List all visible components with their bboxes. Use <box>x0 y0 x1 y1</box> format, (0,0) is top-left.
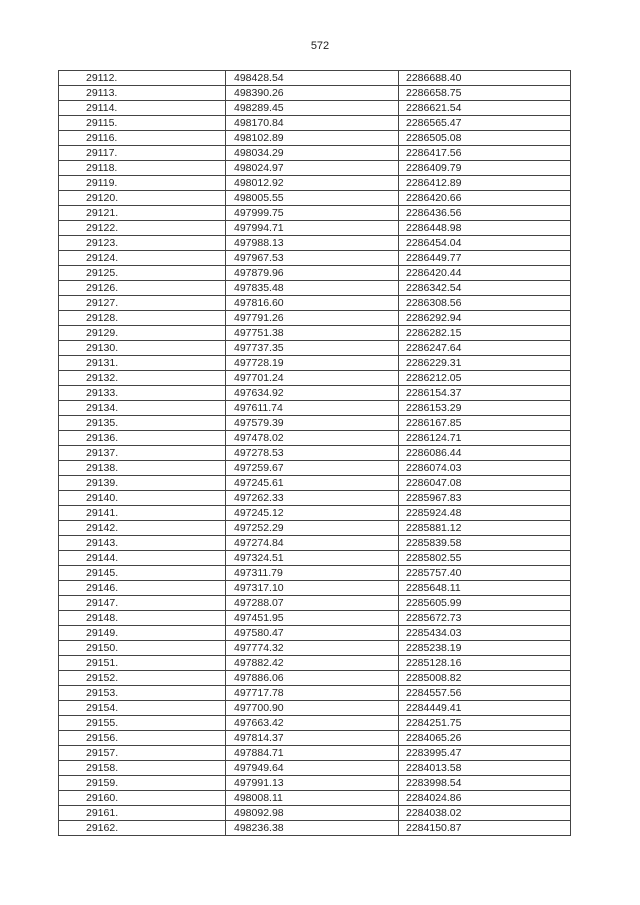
table-row <box>59 71 571 86</box>
x-coordinate-cell: 497884.71 <box>226 746 399 761</box>
table-row <box>59 761 571 776</box>
y-coordinate-cell: 2286229.31 <box>399 356 571 371</box>
y-coordinate-cell: 2286420.44 <box>399 266 571 281</box>
point-id-cell: 29126. <box>59 281 226 296</box>
x-coordinate-cell: 497245.12 <box>226 506 399 521</box>
table-row <box>59 176 571 191</box>
x-coordinate-cell: 497814.37 <box>226 731 399 746</box>
point-id-cell: 29133. <box>59 386 226 401</box>
y-coordinate-cell: 2286154.37 <box>399 386 571 401</box>
table-row <box>59 551 571 566</box>
table-row <box>59 251 571 266</box>
y-coordinate-cell: 2286409.79 <box>399 161 571 176</box>
point-id-cell: 29125. <box>59 266 226 281</box>
table-row <box>59 221 571 236</box>
x-coordinate-cell: 497579.39 <box>226 416 399 431</box>
y-coordinate-cell: 2285757.40 <box>399 566 571 581</box>
x-coordinate-cell: 497580.47 <box>226 626 399 641</box>
point-id-cell: 29148. <box>59 611 226 626</box>
y-coordinate-cell: 2285008.82 <box>399 671 571 686</box>
x-coordinate-cell: 497663.42 <box>226 716 399 731</box>
x-coordinate-cell: 497967.53 <box>226 251 399 266</box>
table-row <box>59 131 571 146</box>
y-coordinate-cell: 2286565.47 <box>399 116 571 131</box>
y-coordinate-cell: 2286074.03 <box>399 461 571 476</box>
point-id-cell: 29152. <box>59 671 226 686</box>
y-coordinate-cell: 2286449.77 <box>399 251 571 266</box>
table-row <box>59 146 571 161</box>
y-coordinate-cell: 2285434.03 <box>399 626 571 641</box>
point-id-cell: 29115. <box>59 116 226 131</box>
x-coordinate-cell: 498102.89 <box>226 131 399 146</box>
point-id-cell: 29149. <box>59 626 226 641</box>
y-coordinate-cell: 2286167.85 <box>399 416 571 431</box>
x-coordinate-cell: 498428.54 <box>226 71 399 86</box>
table-row <box>59 611 571 626</box>
point-id-cell: 29141. <box>59 506 226 521</box>
point-id-cell: 29124. <box>59 251 226 266</box>
x-coordinate-cell: 497278.53 <box>226 446 399 461</box>
point-id-cell: 29128. <box>59 311 226 326</box>
x-coordinate-cell: 498024.97 <box>226 161 399 176</box>
point-id-cell: 29136. <box>59 431 226 446</box>
y-coordinate-cell: 2284013.58 <box>399 761 571 776</box>
table-row <box>59 821 571 836</box>
y-coordinate-cell: 2284038.02 <box>399 806 571 821</box>
x-coordinate-cell: 498092.98 <box>226 806 399 821</box>
x-coordinate-cell: 498236.38 <box>226 821 399 836</box>
table-row <box>59 536 571 551</box>
table-row <box>59 521 571 536</box>
y-coordinate-cell: 2285802.55 <box>399 551 571 566</box>
y-coordinate-cell: 2285924.48 <box>399 506 571 521</box>
x-coordinate-cell: 498289.45 <box>226 101 399 116</box>
point-id-cell: 29137. <box>59 446 226 461</box>
table-row <box>59 191 571 206</box>
point-id-cell: 29129. <box>59 326 226 341</box>
point-id-cell: 29114. <box>59 101 226 116</box>
y-coordinate-cell: 2285605.99 <box>399 596 571 611</box>
y-coordinate-cell: 2286124.71 <box>399 431 571 446</box>
x-coordinate-cell: 497252.29 <box>226 521 399 536</box>
table-row <box>59 806 571 821</box>
point-id-cell: 29116. <box>59 131 226 146</box>
y-coordinate-cell: 2286448.98 <box>399 221 571 236</box>
point-id-cell: 29157. <box>59 746 226 761</box>
table-row <box>59 116 571 131</box>
point-id-cell: 29127. <box>59 296 226 311</box>
point-id-cell: 29147. <box>59 596 226 611</box>
point-id-cell: 29138. <box>59 461 226 476</box>
point-id-cell: 29139. <box>59 476 226 491</box>
table-row <box>59 626 571 641</box>
y-coordinate-cell: 2285238.19 <box>399 641 571 656</box>
table-row <box>59 431 571 446</box>
table-row <box>59 476 571 491</box>
x-coordinate-cell: 497324.51 <box>226 551 399 566</box>
point-id-cell: 29150. <box>59 641 226 656</box>
y-coordinate-cell: 2286292.94 <box>399 311 571 326</box>
table-row <box>59 281 571 296</box>
y-coordinate-cell: 2286047.08 <box>399 476 571 491</box>
table-row <box>59 701 571 716</box>
table-row <box>59 446 571 461</box>
table-row <box>59 581 571 596</box>
x-coordinate-cell: 497835.48 <box>226 281 399 296</box>
point-id-cell: 29120. <box>59 191 226 206</box>
point-id-cell: 29112. <box>59 71 226 86</box>
y-coordinate-cell: 2286308.56 <box>399 296 571 311</box>
y-coordinate-cell: 2286688.40 <box>399 71 571 86</box>
point-id-cell: 29117. <box>59 146 226 161</box>
point-id-cell: 29119. <box>59 176 226 191</box>
y-coordinate-cell: 2286420.66 <box>399 191 571 206</box>
x-coordinate-cell: 498005.55 <box>226 191 399 206</box>
point-id-cell: 29158. <box>59 761 226 776</box>
point-id-cell: 29154. <box>59 701 226 716</box>
y-coordinate-cell: 2284251.75 <box>399 716 571 731</box>
table-row <box>59 596 571 611</box>
y-coordinate-cell: 2286621.54 <box>399 101 571 116</box>
x-coordinate-cell: 497245.61 <box>226 476 399 491</box>
table-row <box>59 311 571 326</box>
x-coordinate-cell: 497751.38 <box>226 326 399 341</box>
x-coordinate-cell: 498170.84 <box>226 116 399 131</box>
table-row <box>59 356 571 371</box>
table-row <box>59 491 571 506</box>
point-id-cell: 29121. <box>59 206 226 221</box>
point-id-cell: 29145. <box>59 566 226 581</box>
y-coordinate-cell: 2286153.29 <box>399 401 571 416</box>
table-row <box>59 206 571 221</box>
table-row <box>59 566 571 581</box>
coordinates-table-body <box>59 71 571 836</box>
table-row <box>59 461 571 476</box>
y-coordinate-cell: 2285128.16 <box>399 656 571 671</box>
x-coordinate-cell: 498008.11 <box>226 791 399 806</box>
y-coordinate-cell: 2285881.12 <box>399 521 571 536</box>
x-coordinate-cell: 497451.95 <box>226 611 399 626</box>
y-coordinate-cell: 2284065.26 <box>399 731 571 746</box>
point-id-cell: 29162. <box>59 821 226 836</box>
x-coordinate-cell: 497262.33 <box>226 491 399 506</box>
y-coordinate-cell: 2286505.08 <box>399 131 571 146</box>
table-row <box>59 506 571 521</box>
point-id-cell: 29130. <box>59 341 226 356</box>
x-coordinate-cell: 497274.84 <box>226 536 399 551</box>
point-id-cell: 29160. <box>59 791 226 806</box>
x-coordinate-cell: 497791.26 <box>226 311 399 326</box>
y-coordinate-cell: 2284449.41 <box>399 701 571 716</box>
point-id-cell: 29155. <box>59 716 226 731</box>
y-coordinate-cell: 2286658.75 <box>399 86 571 101</box>
x-coordinate-cell: 497728.19 <box>226 356 399 371</box>
point-id-cell: 29161. <box>59 806 226 821</box>
x-coordinate-cell: 497317.10 <box>226 581 399 596</box>
table-row <box>59 671 571 686</box>
x-coordinate-cell: 498390.26 <box>226 86 399 101</box>
point-id-cell: 29134. <box>59 401 226 416</box>
x-coordinate-cell: 497288.07 <box>226 596 399 611</box>
x-coordinate-cell: 497949.64 <box>226 761 399 776</box>
table-row <box>59 296 571 311</box>
x-coordinate-cell: 497994.71 <box>226 221 399 236</box>
y-coordinate-cell: 2285967.83 <box>399 491 571 506</box>
table-row <box>59 686 571 701</box>
point-id-cell: 29135. <box>59 416 226 431</box>
x-coordinate-cell: 497717.78 <box>226 686 399 701</box>
table-row <box>59 266 571 281</box>
table-row <box>59 371 571 386</box>
table-row <box>59 236 571 251</box>
point-id-cell: 29153. <box>59 686 226 701</box>
point-id-cell: 29113. <box>59 86 226 101</box>
x-coordinate-cell: 497478.02 <box>226 431 399 446</box>
x-coordinate-cell: 498012.92 <box>226 176 399 191</box>
table-row <box>59 641 571 656</box>
y-coordinate-cell: 2286454.04 <box>399 236 571 251</box>
point-id-cell: 29123. <box>59 236 226 251</box>
point-id-cell: 29140. <box>59 491 226 506</box>
y-coordinate-cell: 2286247.64 <box>399 341 571 356</box>
point-id-cell: 29146. <box>59 581 226 596</box>
y-coordinate-cell: 2284024.86 <box>399 791 571 806</box>
x-coordinate-cell: 497634.92 <box>226 386 399 401</box>
y-coordinate-cell: 2286282.15 <box>399 326 571 341</box>
table-row <box>59 416 571 431</box>
point-id-cell: 29143. <box>59 536 226 551</box>
table-row <box>59 401 571 416</box>
point-id-cell: 29118. <box>59 161 226 176</box>
table-row <box>59 716 571 731</box>
x-coordinate-cell: 497774.32 <box>226 641 399 656</box>
y-coordinate-cell: 2285672.73 <box>399 611 571 626</box>
x-coordinate-cell: 497988.13 <box>226 236 399 251</box>
x-coordinate-cell: 497701.24 <box>226 371 399 386</box>
point-id-cell: 29159. <box>59 776 226 791</box>
table-row <box>59 326 571 341</box>
x-coordinate-cell: 497737.35 <box>226 341 399 356</box>
point-id-cell: 29144. <box>59 551 226 566</box>
point-id-cell: 29132. <box>59 371 226 386</box>
x-coordinate-cell: 497259.67 <box>226 461 399 476</box>
y-coordinate-cell: 2286342.54 <box>399 281 571 296</box>
x-coordinate-cell: 498034.29 <box>226 146 399 161</box>
y-coordinate-cell: 2283998.54 <box>399 776 571 791</box>
y-coordinate-cell: 2284557.56 <box>399 686 571 701</box>
x-coordinate-cell: 497311.79 <box>226 566 399 581</box>
table-row <box>59 341 571 356</box>
y-coordinate-cell: 2285648.11 <box>399 581 571 596</box>
table-row <box>59 656 571 671</box>
y-coordinate-cell: 2286086.44 <box>399 446 571 461</box>
x-coordinate-cell: 497879.96 <box>226 266 399 281</box>
table-row <box>59 776 571 791</box>
table-row <box>59 86 571 101</box>
table-row <box>59 386 571 401</box>
table-row <box>59 791 571 806</box>
x-coordinate-cell: 497611.74 <box>226 401 399 416</box>
table-row <box>59 731 571 746</box>
point-id-cell: 29131. <box>59 356 226 371</box>
table-row <box>59 161 571 176</box>
y-coordinate-cell: 2286212.05 <box>399 371 571 386</box>
point-id-cell: 29122. <box>59 221 226 236</box>
x-coordinate-cell: 497886.06 <box>226 671 399 686</box>
coordinates-table <box>58 70 571 836</box>
page-number: 572 <box>310 40 330 52</box>
x-coordinate-cell: 497700.90 <box>226 701 399 716</box>
y-coordinate-cell: 2286417.56 <box>399 146 571 161</box>
x-coordinate-cell: 497991.13 <box>226 776 399 791</box>
y-coordinate-cell: 2286436.56 <box>399 206 571 221</box>
table-row <box>59 101 571 116</box>
y-coordinate-cell: 2285839.58 <box>399 536 571 551</box>
x-coordinate-cell: 497882.42 <box>226 656 399 671</box>
point-id-cell: 29156. <box>59 731 226 746</box>
point-id-cell: 29142. <box>59 521 226 536</box>
y-coordinate-cell: 2284150.87 <box>399 821 571 836</box>
y-coordinate-cell: 2286412.89 <box>399 176 571 191</box>
x-coordinate-cell: 497816.60 <box>226 296 399 311</box>
table-row <box>59 746 571 761</box>
y-coordinate-cell: 2283995.47 <box>399 746 571 761</box>
x-coordinate-cell: 497999.75 <box>226 206 399 221</box>
point-id-cell: 29151. <box>59 656 226 671</box>
